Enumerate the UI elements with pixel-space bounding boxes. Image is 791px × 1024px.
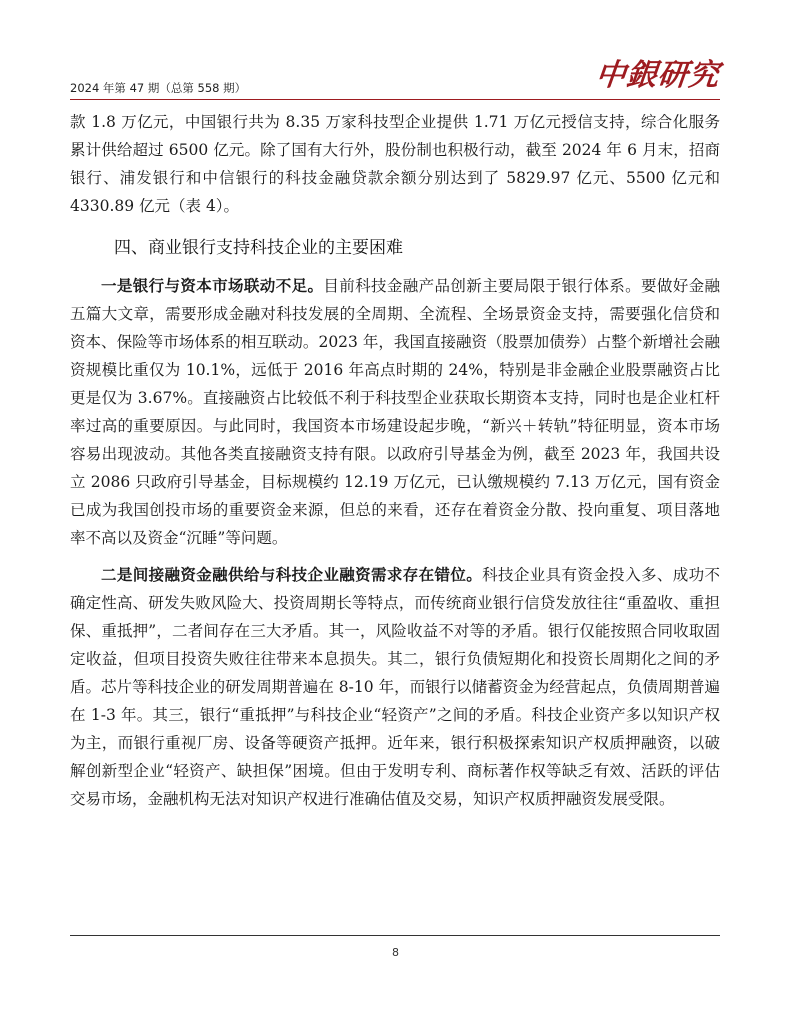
footer-rule: [70, 935, 720, 936]
paragraph-2-text: 科技企业具有资金投入多、成功不确定性高、研发失败风险大、投资周期长等特点，而传统商业银行信贷发放往往“重盈收、重担保、重抵押”，二者间存在三大矛盾。其一，风险收益不对等的矛盾。银行仅能按照合同收取固定收益，但项目投资失败往往带来本息损失。其二，银行负债短期化和投资长周期化之间的矛盾。芯片等科技企业的研发周期普遍在 8-10 年，而银行以储蓄资金为经营起点，负债周期普遍在 1-3 年。其三，银行“重抵押”与科技企业“轻资产”之间的矛盾。科技企业资产多以知识产权为主，而银行重视厂房、设备等硬资产抵押。近年来，银行积极探索知识产权质押融资，以破解创新型企业“轻资产、缺担保”困境。但由于发明专利、商标著作权等缺乏有效、活跃的评估交易市场，金融机构无法对知识产权进行准确估值及交易，知识产权质押融资发展受限。: [70, 566, 720, 808]
section-heading: 四、商业银行支持科技企业的主要困难: [114, 238, 403, 258]
paragraph-1-lead: 一是银行与资本市场联动不足。: [101, 276, 324, 295]
brand-logo: 中銀研究: [593, 58, 722, 93]
issue-label: 2024 年第 47 期（总第 558 期）: [70, 81, 247, 95]
page-header: [70, 50, 720, 98]
intro-paragraph: 款 1.8 万亿元，中国银行共为 8.35 万家科技型企业提供 1.71 万亿元授信支持，综合化服务累计供给超过 6500 亿元。除了国有大行外，股份制也积极行动，截至 2024 年 6 月末，招商银行、浦发银行和中信银行的科技金融贷款余额分别达到了 5829.97 亿元、5500 亿元和 4330.89 亿元（表 4）。: [70, 113, 720, 215]
paragraph-2: [70, 561, 720, 813]
paragraph-1: [70, 272, 720, 552]
paragraph-1-text: 目前科技金融产品创新主要局限于银行体系。要做好金融五篇大文章，需要形成金融对科技发展的全周期、全流程、全场景资金支持，需要强化信贷和资本、保险等市场体系的相互联动。2023 年，我国直接融资（股票加债券）占整个新增社会融资规模比重仅为 10.1%，远低于 2016 年高点时期的 24%，特别是非金融企业股票融资占比更是仅为 3.67%。直接融资占比较低不利于科技型企业获取长期资本支持，同时也是企业杠杆率过高的重要原因。与此同时，我国资本市场建设起步晚，“新兴＋转轨”特征明显，资本市场容易出现波动。其他各类直接融资支持有限。以政府引导基金为例，截至 2023 年，我国共设立 2086 只政府引导基金，目标规模约 12.19 万亿元，已认缴规模约 7.13 万亿元，国有资金已成为我国创投市场的重要资金来源，但总的来看，还存在着资金分散、投向重复、项目落地率不高以及资金“沉睡”等问题。: [70, 277, 720, 547]
page-number: 8: [392, 946, 399, 959]
paragraph-2-lead: 二是间接融资金融供给与科技企业融资需求存在错位。: [101, 565, 483, 584]
header-rule: [70, 99, 720, 100]
document-body: [70, 108, 720, 813]
